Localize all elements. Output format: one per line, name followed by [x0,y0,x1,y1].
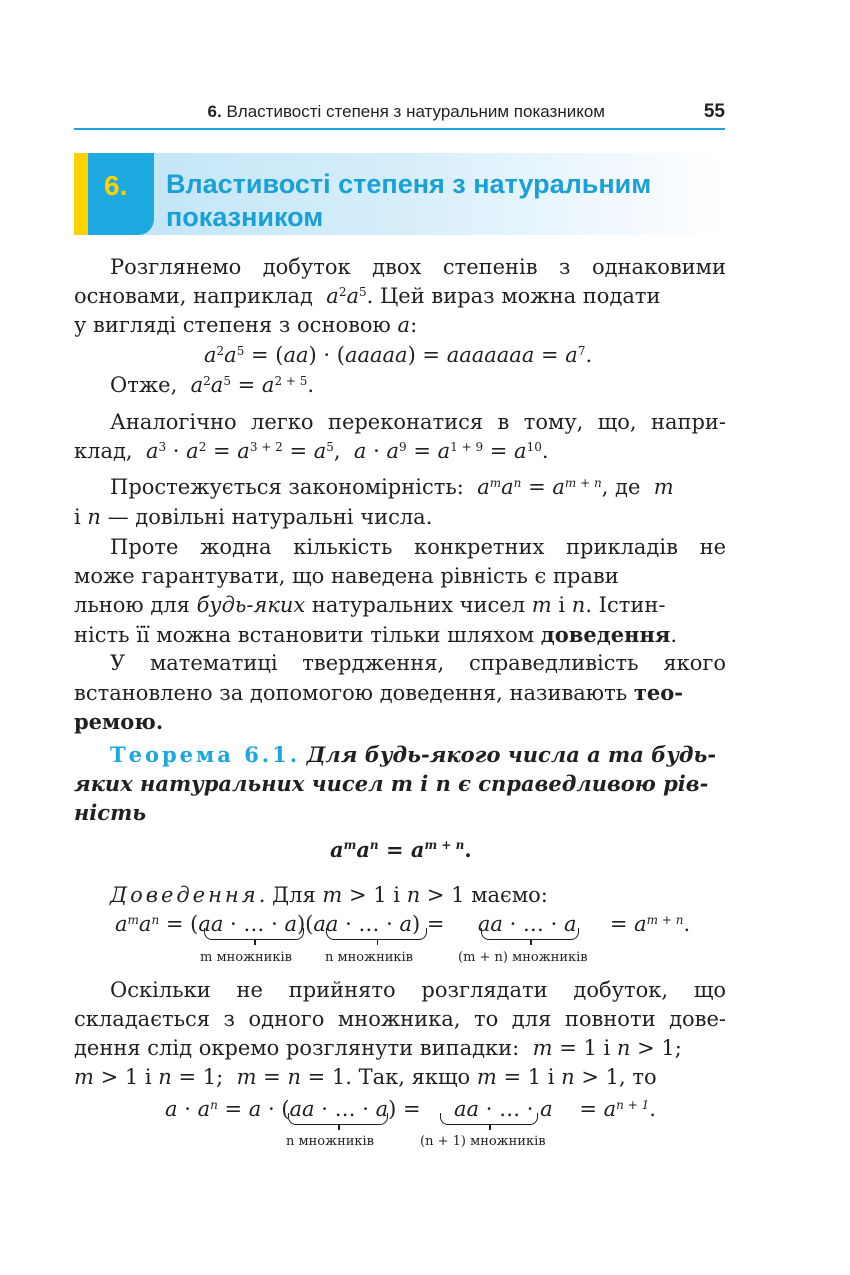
theorem-line: яких натуральних чисел m і n є справедливою рів- [74,771,709,796]
running-head-title [208,102,605,122]
running-head-text: Властивості степеня з натуральним показником [226,102,605,121]
paragraph-line: Отже, $a^2a^5 = a^{2 + 5}$. [110,373,315,397]
proof-line: Оскільки не прийнято розглядати добуток, що [110,978,726,1002]
proof-line: Доведення. Для m > 1 і n > 1 маємо: [110,883,548,907]
section-title-line-1: Властивості степеня з натуральним [166,169,652,199]
underbrace [204,928,304,940]
theorem-line: ність [74,800,147,825]
paragraph-line: основами, наприклад $a^2a^5$. Цей вираз можна подати [74,284,661,308]
section-title-line-2: показником [166,202,324,232]
paragraph-line: ність її можна встановити тільки шляхом доведення. [74,622,678,647]
proof-formula: $a \cdot a^n = a \cdot (aa$ · … · a) = aa · … · a = $a^{n + 1}$. [165,1097,656,1121]
brace-label: (n + 1) множників [420,1134,546,1149]
brace-label: m множників [200,950,292,965]
running-head-section-number: 6. [207,102,222,121]
proof-line: складається з одного множника, то для повноти дове- [74,1007,726,1031]
paragraph-line: ремою. [74,709,164,734]
theorem-line: Теорема 6.1. Для будь-якого числа a та будь- [110,742,717,767]
section-number: 6. [104,170,128,201]
paragraph-line: у вигляді степеня з основою a: [74,313,418,337]
paragraph-line: встановлено за допомогою доведення, називають тео- [74,680,683,705]
underbrace [288,1113,388,1125]
paragraph-line: Проте жодна кількість конкретних прикладів не [110,535,726,559]
paragraph-line: Аналогічно легко переконатися в тому, що, напри- [110,410,726,434]
underbrace [481,928,579,940]
proof-line: m > 1 і n = 1; m = n = 1. Так, якщо m = 1 і n > 1, то [74,1065,657,1089]
underbrace [326,928,427,940]
underbrace [440,1113,538,1125]
paragraph-line: може гарантувати, що наведена рівність є прави [74,564,619,588]
brace-label: n множників [286,1134,374,1149]
brace-label: n множників [325,950,413,965]
proof-formula: $a^ma^n = (aa$ · … · a)(aa · … · a) = aa · … · a = $a^{m + n}$. [115,912,691,936]
brace-label: (m + n) множників [458,950,588,965]
running-head [74,100,725,130]
proof-label: Доведення [110,883,259,907]
theorem-formula: $a^ma^n = a^{m + n}$. [330,837,472,862]
paragraph-line: і n — довільні натуральні числа. [74,505,433,529]
formula: $a^2a^5 = (aa)$ · (aaaaa) = aaaaaaa = $a^7$. [204,343,593,367]
page-number: 55 [703,101,725,122]
paragraph-line: льною для будь-яких натуральних чисел m і n. Істин- [74,593,666,617]
paragraph-line: клад, $a^3 \cdot a^2 = a^{3 + 2} = a^5$, $a \cdot a^9 = a^{1 + 9} = a^{10}$. [74,439,549,463]
section-title [166,168,726,234]
paragraph-line: Простежується закономірність: $a^ma^n = a^{m + n}$, де m [110,475,674,499]
proof-line: дення слід окремо розглянути випадки: m = 1 і n > 1; [74,1036,682,1060]
theorem-label: Теорема 6.1. [110,742,301,767]
paragraph-line: Розглянемо добуток двох степенів з однаковими [110,255,726,279]
paragraph-line: У математиці твердження, справедливість якого [110,651,726,675]
